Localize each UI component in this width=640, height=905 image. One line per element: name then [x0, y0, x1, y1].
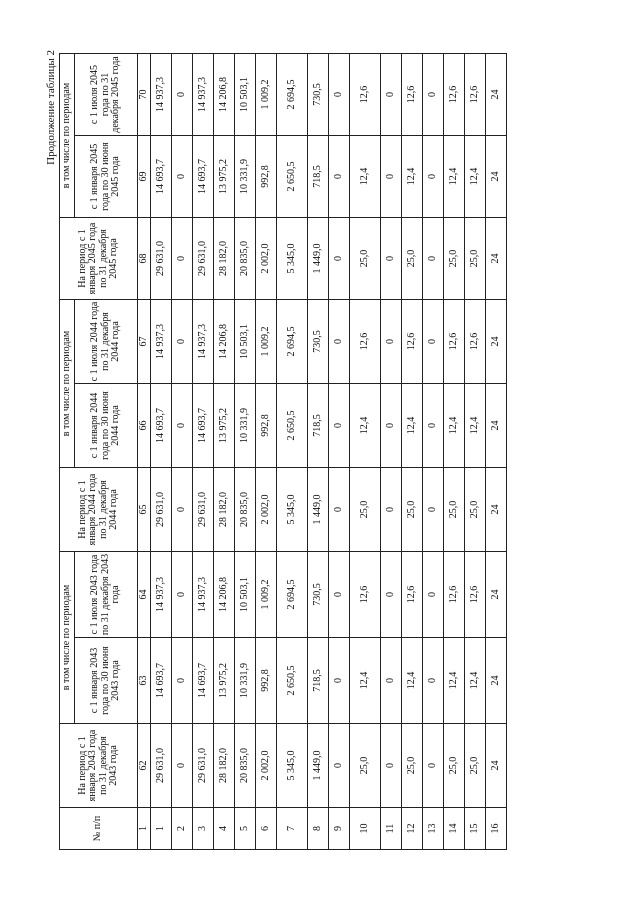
- table-cell: 0: [423, 468, 444, 552]
- table-cell: 0: [172, 468, 193, 552]
- table-cell: 718,5: [308, 638, 329, 724]
- table-cell: 29 631,0: [193, 218, 214, 300]
- table-cell: 29 631,0: [193, 468, 214, 552]
- table-cell: 0: [381, 218, 402, 300]
- table-cell: 25,0: [444, 468, 465, 552]
- table-cell: 0: [381, 724, 402, 808]
- table-cell: 0: [381, 136, 402, 218]
- table-cell: 0: [329, 54, 350, 136]
- incl-header-2045: в том числе по периодам: [60, 54, 75, 218]
- table-cell: 0: [172, 136, 193, 218]
- row-number: 8: [308, 808, 329, 850]
- table-cell: 2 650,5: [277, 136, 308, 218]
- table-row: [151, 54, 172, 850]
- table-cell: 14 693,7: [193, 136, 214, 218]
- table-cell: 14 693,7: [151, 638, 172, 724]
- table-cell: 14 937,3: [193, 54, 214, 136]
- table-cell: 10 331,9: [235, 136, 256, 218]
- table-cell: 25,0: [350, 468, 381, 552]
- table-cell: 0: [381, 54, 402, 136]
- h2-header-2043: с 1 июля 2043 года по 31 декабря 2043 года: [75, 552, 138, 638]
- table-cell: 718,5: [308, 136, 329, 218]
- table-cell: 0: [172, 218, 193, 300]
- table-cell: 14 693,7: [193, 384, 214, 468]
- table-cell: 0: [381, 468, 402, 552]
- table-cell: 12,6: [444, 54, 465, 136]
- table-cell: 0: [329, 218, 350, 300]
- row-number: 1: [151, 808, 172, 850]
- table-row: [193, 54, 214, 850]
- table-cell: 0: [329, 468, 350, 552]
- row-number: 5: [235, 808, 256, 850]
- table-cell: 25,0: [444, 218, 465, 300]
- table-cell: 0: [172, 300, 193, 384]
- table-cell: 12,6: [444, 552, 465, 638]
- table-cell: 12,4: [350, 638, 381, 724]
- table-cell: 14 693,7: [151, 136, 172, 218]
- table-cell: 0: [423, 136, 444, 218]
- table-cell: 0: [381, 300, 402, 384]
- column-number: 67: [138, 300, 151, 384]
- incl-header-2043: в том числе по периодам: [60, 552, 75, 724]
- table-cell: 12,6: [402, 54, 423, 136]
- table-cell: 0: [329, 384, 350, 468]
- table-cell: 730,5: [308, 54, 329, 136]
- table-cell: 14 937,3: [151, 552, 172, 638]
- table-row: [308, 54, 329, 850]
- table-cell: 12,4: [350, 136, 381, 218]
- table-cell: 0: [423, 552, 444, 638]
- table-cell: 1 009,2: [256, 54, 277, 136]
- table-row: [423, 54, 444, 850]
- table-cell: 1 449,0: [308, 468, 329, 552]
- table-cell: 2 650,5: [277, 638, 308, 724]
- row-number: 9: [329, 808, 350, 850]
- row-number: 13: [423, 808, 444, 850]
- column-number: 65: [138, 468, 151, 552]
- column-number: 70: [138, 54, 151, 136]
- table-cell: 0: [381, 638, 402, 724]
- table-cell: 0: [329, 136, 350, 218]
- h1-header-2043: с 1 января 2043 года по 30 июня 2043 года: [75, 638, 138, 724]
- data-table: [59, 53, 507, 850]
- table-cell: 10 331,9: [235, 384, 256, 468]
- column-number: 63: [138, 638, 151, 724]
- table-cell: 992,8: [256, 136, 277, 218]
- table-cell: 2 650,5: [277, 384, 308, 468]
- table-cell: 24: [486, 136, 507, 218]
- table-cell: 0: [423, 300, 444, 384]
- table-cell: 14 937,3: [193, 552, 214, 638]
- table-cell: 20 835,0: [235, 724, 256, 808]
- column-number: 1: [138, 808, 151, 850]
- table-cell: 0: [329, 552, 350, 638]
- table-cell: 12,4: [402, 384, 423, 468]
- table-cell: 13 975,2: [214, 136, 235, 218]
- h1-header-2045: с 1 января 2045 года по 30 июня 2045 года: [75, 136, 138, 218]
- row-number: 4: [214, 808, 235, 850]
- table-cell: 13 975,2: [214, 638, 235, 724]
- table-cell: 25,0: [350, 218, 381, 300]
- rotated-page: [45, 50, 501, 850]
- table-cell: 14 206,8: [214, 552, 235, 638]
- table-cell: 0: [329, 638, 350, 724]
- table-cell: 1 449,0: [308, 724, 329, 808]
- table-cell: 2 694,5: [277, 300, 308, 384]
- table-cell: 0: [172, 384, 193, 468]
- table-cell: 10 503,1: [235, 54, 256, 136]
- row-number: 6: [256, 808, 277, 850]
- table-row: [256, 54, 277, 850]
- table-cell: 1 009,2: [256, 300, 277, 384]
- table-cell: 12,4: [444, 136, 465, 218]
- table-cell: 12,6: [465, 54, 486, 136]
- table-cell: 12,4: [402, 638, 423, 724]
- continuation-label: Продолжение таблицы 2: [45, 50, 57, 165]
- table-cell: 28 182,0: [214, 468, 235, 552]
- table-cell: 0: [423, 638, 444, 724]
- table-cell: 2 694,5: [277, 54, 308, 136]
- table-cell: 730,5: [308, 552, 329, 638]
- table-cell: 25,0: [402, 218, 423, 300]
- table-cell: 0: [172, 638, 193, 724]
- row-number: 14: [444, 808, 465, 850]
- table-cell: 0: [381, 552, 402, 638]
- table-cell: 0: [381, 384, 402, 468]
- table-cell: 12,6: [350, 300, 381, 384]
- table-cell: 718,5: [308, 384, 329, 468]
- table-cell: 0: [423, 384, 444, 468]
- table-header: [60, 54, 138, 850]
- table-cell: 0: [329, 724, 350, 808]
- table-cell: 5 345,0: [277, 468, 308, 552]
- table-cell: 14 937,3: [151, 54, 172, 136]
- period-header-2043: На период с 1 января 2043 года по 31 декабря 2043 года: [60, 724, 138, 808]
- table-cell: 14 693,7: [193, 638, 214, 724]
- table-cell: 0: [423, 724, 444, 808]
- table-cell: 12,4: [465, 136, 486, 218]
- table-cell: 12,6: [402, 300, 423, 384]
- incl-header-2044: в том числе по периодам: [60, 300, 75, 468]
- table-cell: 24: [486, 552, 507, 638]
- table-cell: 24: [486, 218, 507, 300]
- table-cell: 12,4: [465, 638, 486, 724]
- table-cell: 29 631,0: [151, 218, 172, 300]
- table-cell: 13 975,2: [214, 384, 235, 468]
- column-number: 66: [138, 384, 151, 468]
- table-cell: 25,0: [465, 724, 486, 808]
- table-cell: 24: [486, 468, 507, 552]
- table-cell: 28 182,0: [214, 724, 235, 808]
- table-cell: 25,0: [350, 724, 381, 808]
- table-cell: 2 694,5: [277, 552, 308, 638]
- table-cell: 14 937,3: [193, 300, 214, 384]
- column-number-row: [138, 54, 151, 850]
- table-cell: 25,0: [444, 724, 465, 808]
- table-row: [172, 54, 193, 850]
- table-cell: 12,6: [465, 300, 486, 384]
- table-cell: 28 182,0: [214, 218, 235, 300]
- h1-header-2044: с 1 января 2044 года по 30 июня 2044 года: [75, 384, 138, 468]
- row-number: 16: [486, 808, 507, 850]
- num-header: № п/п: [60, 808, 138, 850]
- table-cell: 12,6: [465, 552, 486, 638]
- table-cell: 24: [486, 724, 507, 808]
- table-cell: 992,8: [256, 638, 277, 724]
- table-row: [214, 54, 235, 850]
- table-cell: 2 002,0: [256, 218, 277, 300]
- table-cell: 25,0: [402, 468, 423, 552]
- table-cell: 12,4: [444, 638, 465, 724]
- table-cell: 14 693,7: [151, 384, 172, 468]
- table-cell: 0: [329, 300, 350, 384]
- table-cell: 25,0: [465, 218, 486, 300]
- table-cell: 1 009,2: [256, 552, 277, 638]
- table-cell: 12,6: [350, 54, 381, 136]
- row-number: 2: [172, 808, 193, 850]
- table-cell: 2 002,0: [256, 724, 277, 808]
- table-cell: 29 631,0: [193, 724, 214, 808]
- table-row: [486, 54, 507, 850]
- row-number: 11: [381, 808, 402, 850]
- table-cell: 12,6: [350, 552, 381, 638]
- table-cell: 14 206,8: [214, 300, 235, 384]
- table-cell: 24: [486, 54, 507, 136]
- table-cell: 5 345,0: [277, 218, 308, 300]
- column-number: 69: [138, 136, 151, 218]
- column-number: 68: [138, 218, 151, 300]
- table-cell: 29 631,0: [151, 724, 172, 808]
- row-number: 7: [277, 808, 308, 850]
- table-cell: 20 835,0: [235, 218, 256, 300]
- h2-header-2044: с 1 июля 2044 года по 31 декабря 2044 года: [75, 300, 138, 384]
- table-row: [235, 54, 256, 850]
- period-header-2044: На период с 1 января 2044 года по 31 декабря 2044 года: [60, 468, 138, 552]
- table-cell: 14 937,3: [151, 300, 172, 384]
- table-row: [277, 54, 308, 850]
- table-body: [138, 54, 507, 850]
- table-cell: 2 002,0: [256, 468, 277, 552]
- table-cell: 5 345,0: [277, 724, 308, 808]
- table-cell: 10 503,1: [235, 300, 256, 384]
- table-row: [465, 54, 486, 850]
- column-number: 62: [138, 724, 151, 808]
- table-cell: 12,6: [444, 300, 465, 384]
- table-cell: 1 449,0: [308, 218, 329, 300]
- table-cell: 0: [172, 724, 193, 808]
- table-cell: 992,8: [256, 384, 277, 468]
- table-row: [381, 54, 402, 850]
- table-cell: 12,4: [444, 384, 465, 468]
- h2-header-2045: с 1 июля 2045 года по 31 декабря 2045 года: [75, 54, 138, 136]
- table-cell: 12,4: [402, 136, 423, 218]
- table-cell: 730,5: [308, 300, 329, 384]
- table-cell: 24: [486, 384, 507, 468]
- table-cell: 12,4: [465, 384, 486, 468]
- table-cell: 10 331,9: [235, 638, 256, 724]
- table-cell: 0: [423, 218, 444, 300]
- period-header-2045: На период с 1 января 2045 года по 31 декабря 2045 года: [60, 218, 138, 300]
- table-cell: 12,4: [350, 384, 381, 468]
- table-cell: 24: [486, 300, 507, 384]
- table-cell: 25,0: [465, 468, 486, 552]
- row-number: 12: [402, 808, 423, 850]
- row-number: 15: [465, 808, 486, 850]
- table-row: [444, 54, 465, 850]
- row-number: 10: [350, 808, 381, 850]
- table-cell: 0: [172, 54, 193, 136]
- table-cell: 25,0: [402, 724, 423, 808]
- table-cell: 20 835,0: [235, 468, 256, 552]
- table-cell: 0: [172, 552, 193, 638]
- table-cell: 24: [486, 638, 507, 724]
- table-cell: 10 503,1: [235, 552, 256, 638]
- table-cell: 14 206,8: [214, 54, 235, 136]
- table-row: [350, 54, 381, 850]
- table-row: [329, 54, 350, 850]
- table-row: [402, 54, 423, 850]
- column-number: 64: [138, 552, 151, 638]
- row-number: 3: [193, 808, 214, 850]
- table-cell: 29 631,0: [151, 468, 172, 552]
- table-cell: 0: [423, 54, 444, 136]
- table-cell: 12,6: [402, 552, 423, 638]
